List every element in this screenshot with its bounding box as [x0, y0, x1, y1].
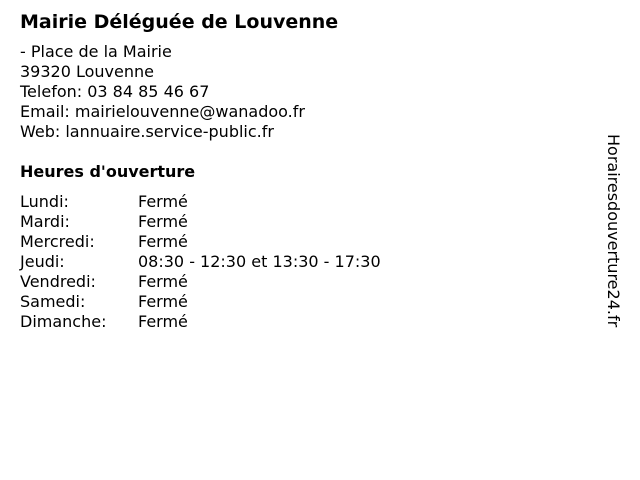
- hours-row-jeudi: [20, 252, 580, 272]
- listing-card: [20, 10, 580, 332]
- opening-hours-heading: Heures d'ouverture: [20, 162, 196, 181]
- hours-day: Vendredi:: [20, 272, 96, 291]
- hours-day: Mardi:: [20, 212, 70, 231]
- hours-value: 08:30 - 12:30 et 13:30 - 17:30: [138, 252, 381, 271]
- hours-day: Samedi:: [20, 292, 86, 311]
- website: Web: lannuaire.service-public.fr: [20, 122, 274, 141]
- street-address: - Place de la Mairie: [20, 42, 172, 61]
- hours-row-mercredi: [20, 232, 580, 252]
- email-address: Email: mairielouvenne@wanadoo.fr: [20, 102, 305, 121]
- hours-value: Fermé: [138, 212, 188, 231]
- hours-row-samedi: [20, 292, 580, 312]
- hours-value: Fermé: [138, 232, 188, 251]
- watermark-text: Horairesdouverture24.fr: [604, 134, 623, 328]
- hours-value: Fermé: [138, 312, 188, 331]
- hours-value: Fermé: [138, 292, 188, 311]
- page-title: Mairie Déléguée de Louvenne: [20, 11, 339, 33]
- phone-number: Telefon: 03 84 85 46 67: [20, 82, 210, 101]
- city-postcode: 39320 Louvenne: [20, 62, 154, 81]
- hours-day: Jeudi:: [20, 252, 65, 271]
- opening-hours-table: [20, 192, 580, 332]
- hours-day: Dimanche:: [20, 312, 107, 331]
- hours-value: Fermé: [138, 272, 188, 291]
- hours-day: Lundi:: [20, 192, 69, 211]
- hours-row-vendredi: [20, 272, 580, 292]
- hours-day: Mercredi:: [20, 232, 95, 251]
- hours-value: Fermé: [138, 192, 188, 211]
- hours-row-dimanche: [20, 312, 580, 332]
- hours-row-mardi: [20, 212, 580, 232]
- hours-row-lundi: [20, 192, 580, 212]
- address-block: [20, 42, 580, 142]
